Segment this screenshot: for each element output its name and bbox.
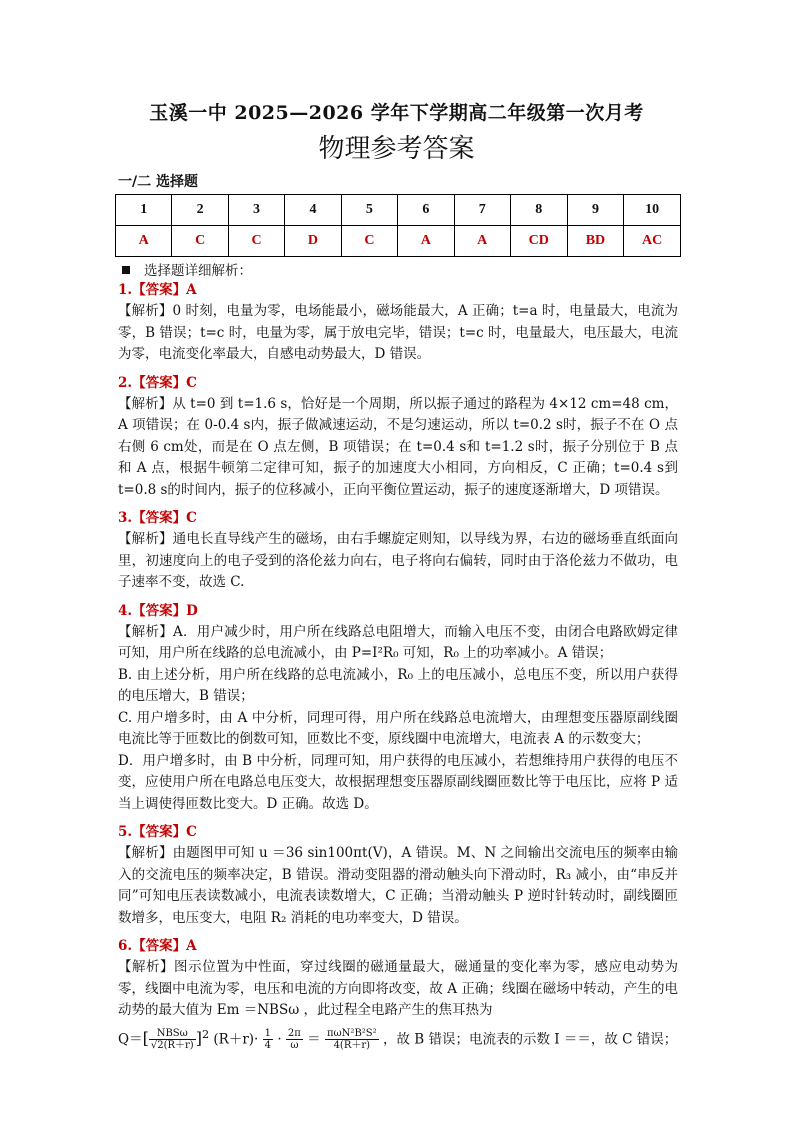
question-number-row — [116, 195, 681, 226]
question-number: 8 — [510, 195, 567, 226]
answer-heading: 2.【答案】C — [118, 374, 197, 391]
answer-key: AC — [624, 226, 681, 257]
answer-key: A — [454, 226, 510, 257]
answer-key: C — [228, 226, 284, 257]
explanation-text: B. 由上述分析，用户所在线路的总电流减小，R₀ 上的电压减小，总电压不变，所以用户获得的电压增大，B 错误； — [118, 666, 678, 704]
school-exam-title: 玉溪一中 2025—2026 学年下学期高二年级第一次月考 — [149, 102, 644, 124]
answer-heading: 3.【答案】C — [118, 510, 197, 526]
solution-item-1 — [118, 280, 678, 366]
fraction-result — [325, 1028, 379, 1051]
square-bullet-icon — [122, 266, 130, 274]
question-number: 1 — [116, 195, 172, 226]
square-exponent: 2 — [201, 1027, 210, 1041]
fraction-denominator: √2(R＋r) — [150, 1040, 194, 1051]
question-number: 9 — [567, 195, 624, 226]
formula-middle: (R＋r)· — [213, 1031, 259, 1047]
formula-dot: · — [277, 1031, 282, 1047]
answer-heading: 5.【答案】C — [118, 824, 197, 840]
explanation-text: C. 用户增多时，由 A 中分析，同理可得，用户所在线路总电流增大，由理想变压器原副线圈电流比等于匝数比的倒数可知，匝数比不变，原线圈中电流增大，电流表 A 的示数变大； — [118, 709, 678, 747]
answer-heading: 1.【答案】A — [118, 282, 197, 298]
answer-heading: 6.【答案】A — [118, 938, 197, 954]
explanation-text: 【解析】通电长直导线产生的磁场，由右手螺旋定则知，以导线为界，右边的磁场垂直纸面向里，初速度向上的电子受到的洛伦兹力向右，电子将向右偏转，同时由于洛伦兹力不做功，电子速率不变，故选 C. — [118, 531, 678, 590]
answer-key: D — [285, 226, 341, 257]
subject-title: 物理参考答案 — [318, 134, 475, 164]
explanation-text: 【解析】由题图甲可知 u ＝36 sin100πt(V)，A 错误。M、N 之间输出交流电压的频率由输入的交流电压的频率决定，B 错误。滑动变阻器的滑动触头向下滑动时，R₃ 减小，由“串反并同”可知电压表读数减小，电流表读数增大，C 正确；当滑动触头 P 逆时针转动时，副线圈匝数增多，电压变大，电阻 R₂ 消耗的电功率变大，D 错误。 — [118, 845, 678, 926]
detail-heading — [122, 259, 252, 279]
question-number: 6 — [398, 195, 454, 226]
answer-heading: 4.【答案】D — [118, 602, 198, 619]
section-title: 一/二 选择题 — [118, 174, 198, 190]
answer-key: A — [398, 226, 454, 257]
detail-heading-text: 选择题详细解析： — [144, 263, 252, 279]
bracket-close: ] — [195, 1028, 202, 1047]
explanation-text: 【解析】从 t=0 到 t=1.6 s，恰好是一个周期，所以振子通过的路程为 4×12 cm=48 cm，A 项错误；在 0-0.4 s内，振子做减速运动，不是匀速运动，所以 t=0.2 s时，振子不在 O 点右侧 6 cm处，而是在 O 点左侧，B 项错误；在 t=0.4 s和 t=1.2 s时，振子分别位于 B 点和 A 点，根据牛顿第二定律可知，振子的加速度大小相同，方向相反，C 正确；t=0.4 s到 t=0.8 s的时间内，振子的位移减小，正向平衡位置运动，振子的速度逐渐增大，D 项错误。 — [118, 395, 678, 498]
solution-item-5 — [118, 822, 678, 929]
answer-key: BD — [567, 226, 624, 257]
fraction-numerator: πωN²B²S² — [326, 1028, 377, 1039]
fraction-numerator: NBSω — [149, 1028, 196, 1040]
fraction-denominator: 4(R＋r) — [333, 1040, 371, 1051]
fraction-numerator: 2π — [287, 1028, 301, 1039]
answer-key: A — [116, 226, 172, 257]
solution-item-2 — [118, 373, 678, 502]
question-number: 7 — [454, 195, 510, 226]
fraction-denominator: 4 — [264, 1040, 272, 1051]
fraction-numerator: 1 — [264, 1028, 272, 1039]
fraction-one-quarter — [263, 1028, 273, 1051]
question-number: 10 — [624, 195, 681, 226]
solution-item-3 — [118, 508, 678, 594]
answer-table — [115, 194, 681, 257]
formula-lead: Q＝ — [118, 1031, 143, 1047]
explanation-text: D．用户增多时，由 B 中分析，同理可知，用户获得的电压减小，若想维持用户获得的电压不变，应使用户所在电路总电压变大，故根据理想变压器原副线圈匝数比等于电压比，应将 P 适当上调使得匝数比变大。D 正确。故选 D。 — [118, 752, 678, 812]
explanation-text: 【解析】图示位置为中性面，穿过线圈的磁通量最大，磁通量的变化率为零，感应电动势为零，线圈中电流为零，电压和电流的方向即将改变，故 A 正确；线圈在磁场中转动，产生的电动势的最大值为 Em ＝NBSω ，此过程全电路产生的焦耳热为 — [118, 959, 678, 1018]
bracket-open: [ — [142, 1028, 149, 1047]
answer-key: C — [172, 226, 228, 257]
question-number: 5 — [341, 195, 397, 226]
explanation-text: 【解析】A．用户减少时，用户所在线路总电阻增大，而输入电压不变，由闭合电路欧姆定律可知，用户所在线路的总电流减小，由 P=I²R₀ 可知，R₀ 上的功率减小。A 错误； — [118, 623, 678, 661]
fraction-emf-over-resistance — [149, 1028, 196, 1051]
formula-equals: ＝ — [307, 1031, 321, 1047]
solution-item-6 — [118, 936, 678, 1052]
joule-heat-formula — [118, 1022, 678, 1053]
answer-key-row — [116, 226, 681, 257]
question-number: 4 — [285, 195, 341, 226]
fraction-period — [286, 1028, 303, 1051]
solution-item-4 — [118, 601, 678, 816]
question-number: 2 — [172, 195, 228, 226]
answer-key: C — [341, 226, 397, 257]
fraction-denominator: ω — [290, 1040, 299, 1051]
solution-list — [118, 280, 678, 1059]
answer-key: CD — [510, 226, 567, 257]
formula-tail: ，故 B 错误；电流表的示数 I ＝＝，故 C 错误； — [382, 1031, 678, 1047]
question-number: 3 — [228, 195, 284, 226]
explanation-text: 【解析】0 时刻，电量为零，电场能最小，磁场能最大，A 正确；t=a 时，电量最大，电流为零，B 错误；t=c 时，电量为零，属于放电完毕，错误；t=c 时，电量最大，电压最大，电流为零，电流变化率最大，自感电动势最大，D 错误。 — [118, 303, 678, 362]
